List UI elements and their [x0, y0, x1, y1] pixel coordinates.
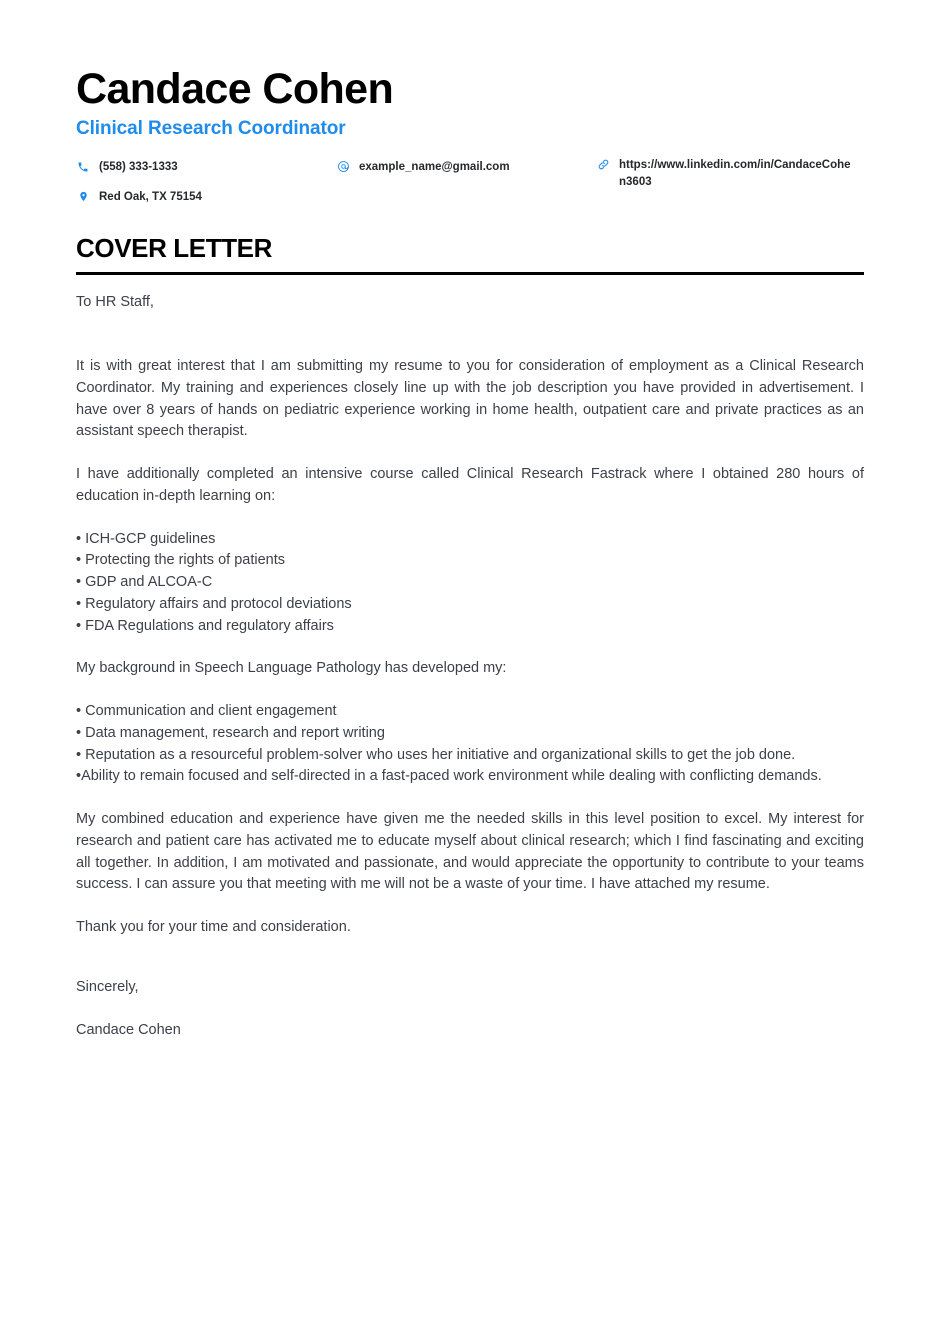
paragraph-5: Thank you for your time and consideration.	[76, 919, 351, 936]
header	[76, 66, 864, 213]
list-item: • ICH-GCP guidelines	[76, 530, 216, 547]
section-title-cover-letter: COVER LETTER	[76, 233, 272, 264]
paragraph-2: I have additionally completed an intensive course called Clinical Research Fastrack where I obtained 280 hours of education in-depth learning on:	[76, 466, 864, 504]
salutation: To HR Staff,	[76, 294, 154, 311]
list-item: • Reputation as a resourceful problem-solver who uses her initiative and organizational skills to get the job done.	[76, 746, 796, 763]
list-item: • Data management, research and report writing	[76, 724, 385, 741]
link-icon	[596, 157, 610, 172]
cover-letter-body	[76, 292, 864, 1041]
contact-linkedin-value: https://www.linkedin.com/in/CandaceCohen3603	[619, 159, 851, 188]
paragraph-1: It is with great interest that I am submitting my resume to you for consideration of employment as a Clinical Research Coordinator. My training and experiences closely line up with the job description you have provided in advertisement. I have over 8 years of hands on pediatric experience working in home health, outpatient care and private practices as an assistant speech therapist.	[76, 358, 864, 440]
list-item: •Ability to remain focused and self-directed in a fast-paced work environment while dealing with conflicting demands.	[76, 768, 822, 785]
bullet-list-training	[76, 529, 864, 638]
closing: Sincerely,	[76, 978, 139, 995]
location-icon	[76, 189, 90, 204]
signature-name: Candace Cohen	[76, 1021, 181, 1038]
candidate-name: Candace Cohen	[76, 65, 394, 113]
list-item: • GDP and ALCOA-C	[76, 574, 213, 591]
contact-email[interactable]	[336, 159, 510, 176]
paragraph-3: My background in Speech Language Pathology has developed my:	[76, 660, 507, 677]
contact-details	[76, 157, 864, 213]
list-item: • Communication and client engagement	[76, 703, 337, 720]
section-divider	[76, 272, 864, 275]
contact-linkedin[interactable]	[596, 157, 864, 190]
email-icon	[336, 159, 350, 174]
contact-phone[interactable]	[76, 159, 178, 176]
paragraph-4: My combined education and experience have given me the needed skills in this level position to excel. My interest for research and patient care has activated me to educate myself about clinical research; which I find fascinating and exciting all together. In addition, I am motivated and passionate, and would appreciate the opportunity to contribute to your teams success. I can assure you that meeting with me will not be a waste of your time. I have attached my resume.	[76, 811, 864, 893]
contact-location	[76, 189, 202, 206]
bullet-list-skills	[76, 701, 864, 788]
contact-location-value: Red Oak, TX 75154	[99, 191, 202, 204]
list-item: • Protecting the rights of patients	[76, 552, 285, 569]
contact-phone-value: (558) 333-1333	[99, 161, 178, 174]
contact-email-value: example_name@gmail.com	[359, 161, 510, 174]
list-item: • Regulatory affairs and protocol deviations	[76, 595, 352, 612]
candidate-job-title: Clinical Research Coordinator	[76, 118, 346, 140]
list-item: • FDA Regulations and regulatory affairs	[76, 617, 334, 634]
phone-icon	[76, 159, 90, 174]
